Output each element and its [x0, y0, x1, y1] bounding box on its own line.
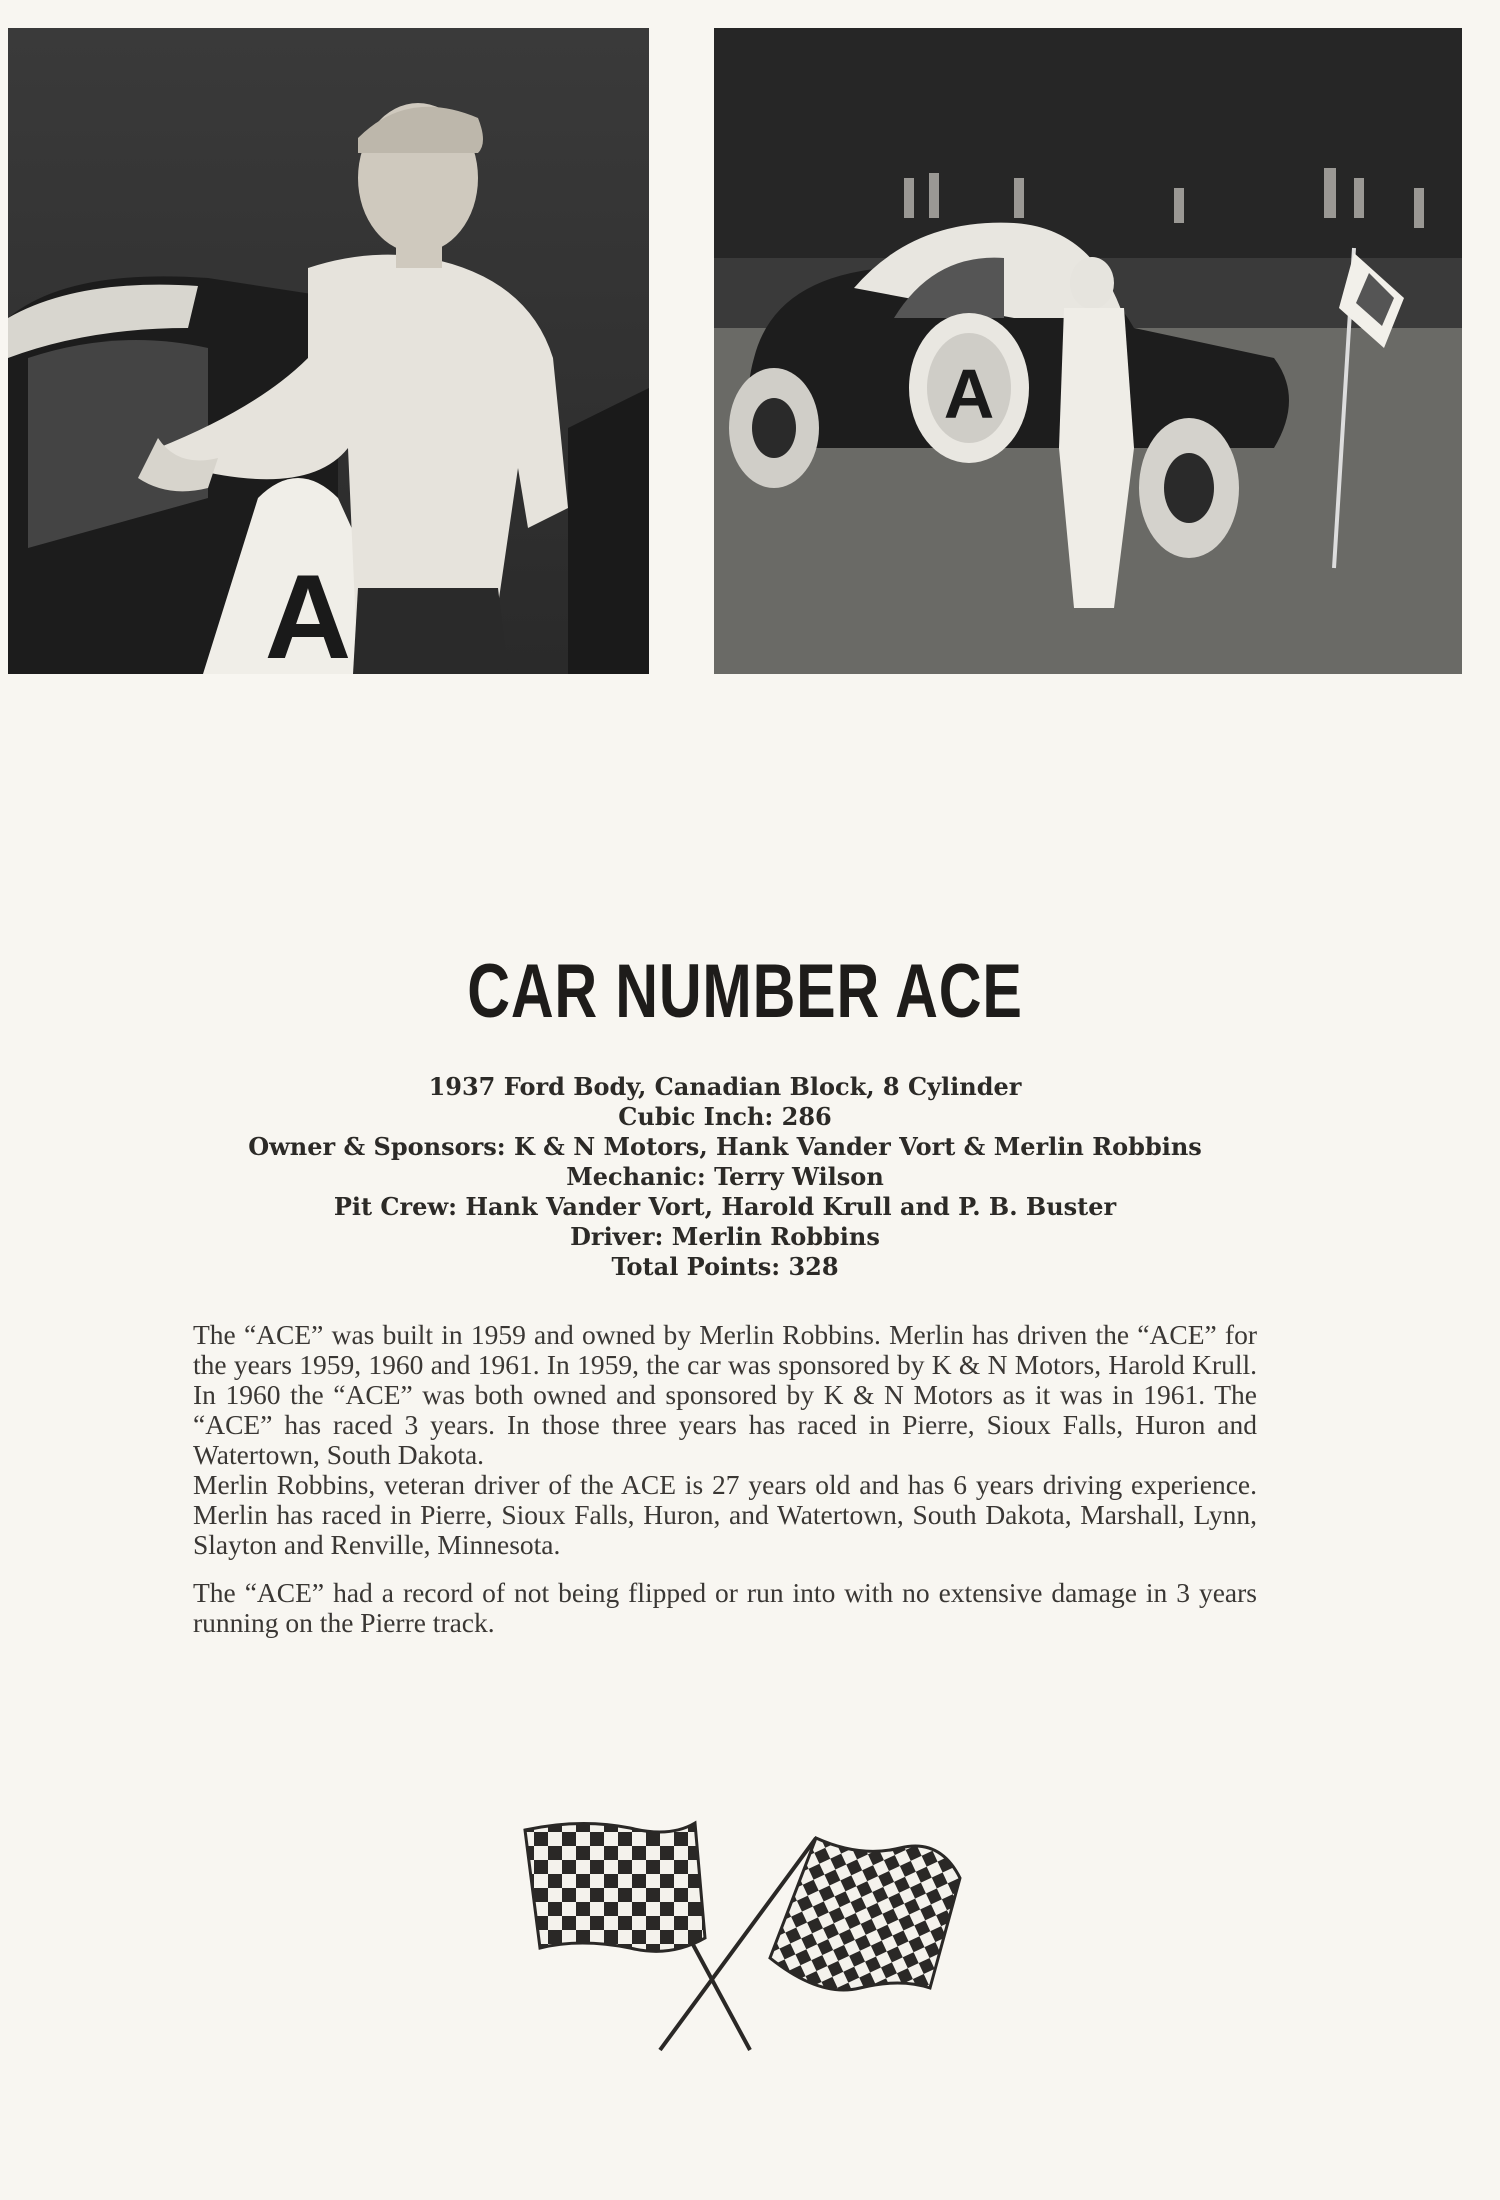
article-body	[193, 1320, 1257, 1638]
car-letter-left: A	[264, 550, 352, 674]
car-letter-right: A	[943, 355, 995, 433]
page-title: CAR NUMBER ACE	[467, 949, 1023, 1034]
photo-driver-with-car	[8, 28, 649, 674]
spec-pit-crew: Pit Crew: Hank Vander Vort, Harold Krull and P. B. Buster	[333, 1192, 1117, 1221]
paragraph-driver: Merlin Robbins, veteran driver of the ACE is 27 years old and has 6 years driving experience. Merlin has raced in Pierre, Sioux Falls, Huron, and Watertown, South Dakota, Marshall, Lynn, Slayton and Renville, Minnesota.	[193, 1469, 1257, 1560]
spec-body: 1937 Ford Body, Canadian Block, 8 Cylinder	[428, 1072, 1022, 1101]
car-specs	[150, 1072, 1300, 1282]
spec-owner-sponsors: Owner & Sponsors: K & N Motors, Hank Vander Vort & Merlin Robbins	[248, 1132, 1202, 1161]
spec-cubic-inch: Cubic Inch: 286	[618, 1102, 832, 1131]
crossed-checkered-flags-icon	[520, 1818, 966, 2054]
photo-race-car-with-flag	[714, 28, 1462, 674]
spec-total-points: Total Points: 328	[611, 1252, 839, 1281]
spec-driver: Driver: Merlin Robbins	[570, 1222, 880, 1251]
paragraph-history: The “ACE” was built in 1959 and owned by Merlin Robbins. Merlin has driven the “ACE” for the years 1959, 1960 and 1961. In 1959, the car was sponsored by K & N Motors, Harold Krull. In 1960 the “ACE” was both owned and sponsored by K & N Motors as it was in 1961. The “ACE” has raced 3 years. In those three years has raced in Pierre, Sioux Falls, Huron and Watertown, South Dakota.	[193, 1319, 1257, 1470]
paragraph-record: The “ACE” had a record of not being flipped or run into with no extensive damage in 3 years running on the Pierre track.	[193, 1577, 1257, 1638]
spec-mechanic: Mechanic: Terry Wilson	[566, 1162, 884, 1191]
